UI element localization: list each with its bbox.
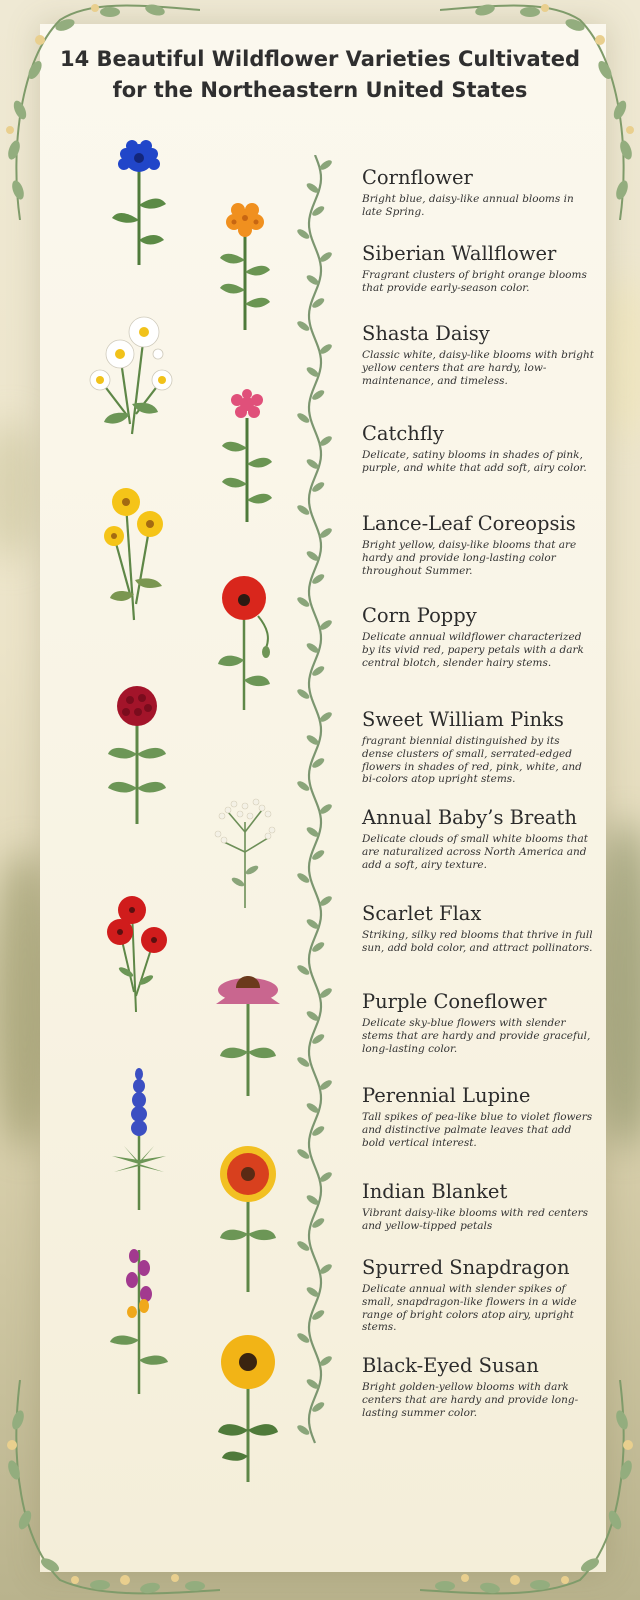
flower-name: Siberian Wallflower <box>362 242 557 265</box>
flower-entry-siberian-wallflower <box>362 242 594 295</box>
flower-name: Black-Eyed Susan <box>362 1354 539 1377</box>
flower-name: Indian Blanket <box>362 1180 508 1203</box>
page-title: 14 Beautiful Wildflower Varieties Cultivated for the Northeastern United States <box>60 47 580 102</box>
indian-blanket-illustration <box>210 1144 286 1296</box>
shasta-daisy-illustration <box>84 314 180 446</box>
flower-name: Purple Coneflower <box>362 990 547 1013</box>
flower-entry-perennial-lupine <box>362 1084 594 1149</box>
scarlet-flax-illustration <box>104 892 176 1016</box>
sweet-william-illustration <box>102 684 172 828</box>
flower-entry-cornflower <box>362 166 594 219</box>
corner-vine-bottom-left <box>0 1380 220 1600</box>
central-vine <box>290 155 340 1445</box>
flower-name: Corn Poppy <box>362 604 477 627</box>
flower-entry-catchfly <box>362 422 594 475</box>
siberian-wallflower-illustration <box>210 200 280 334</box>
babys-breath-illustration <box>210 792 280 912</box>
purple-coneflower-illustration <box>210 968 286 1100</box>
flower-description: Classic white, daisy-like blooms with bright yellow centers that are hardy, low-maintenance, and timeless. <box>362 349 594 387</box>
flower-entry-black-eyed-susan <box>362 1354 594 1419</box>
flower-name: Sweet William Pinks <box>362 708 564 731</box>
flower-name: Scarlet Flax <box>362 902 482 925</box>
spurred-snapdragon-illustration <box>104 1240 174 1396</box>
flower-description: Tall spikes of pea-like blue to violet flowers and distinctive palmate leaves that add bold vertical interest. <box>362 1111 593 1149</box>
flower-entry-sweet-william-pinks <box>362 708 594 786</box>
flower-description: Delicate annual with slender spikes of small, snapdragon-like flowers in a wide range of bright colors atop airy, upright stems. <box>362 1283 577 1334</box>
flower-name: Cornflower <box>362 166 473 189</box>
flower-name: Shasta Daisy <box>362 322 490 345</box>
flower-name: Catchfly <box>362 422 444 445</box>
perennial-lupine-illustration <box>104 1060 174 1212</box>
flower-entry-indian-blanket <box>362 1180 594 1233</box>
flower-entry-shasta-daisy <box>362 322 594 387</box>
background-bokeh <box>0 420 40 560</box>
cornflower-illustration <box>104 140 174 268</box>
flower-entry-spurred-snapdragon <box>362 1256 594 1334</box>
lance-leaf-coreopsis-illustration <box>100 484 176 624</box>
flower-entry-scarlet-flax <box>362 902 594 955</box>
flower-description: Bright yellow, daisy-like blooms that are hardy and provide long-lasting color throughout Summer. <box>362 539 577 577</box>
flower-name: Annual Baby’s Breath <box>362 806 577 829</box>
flower-description: Fragrant clusters of bright orange blooms that provide early-season color. <box>362 269 587 294</box>
flower-description: Delicate annual wildflower characterized by its vivid red, papery petals with a dark central blotch, slender hairy stems. <box>362 631 584 669</box>
black-eyed-susan-illustration <box>210 1334 286 1486</box>
flower-description: Delicate clouds of small white blooms that are naturalized across North America and add a soft, airy texture. <box>362 833 588 871</box>
flower-description: Striking, silky red blooms that thrive in full sun, add bold color, and attract pollinators. <box>362 929 593 954</box>
flower-name: Perennial Lupine <box>362 1084 531 1107</box>
flower-name: Spurred Snapdragon <box>362 1256 570 1279</box>
flower-name: Lance-Leaf Coreopsis <box>362 512 576 535</box>
flower-entry-purple-coneflower <box>362 990 594 1055</box>
corn-poppy-illustration <box>210 576 286 714</box>
flower-description: Vibrant daisy-like blooms with red centers and yellow-tipped petals <box>362 1207 588 1232</box>
catchfly-illustration <box>212 388 282 526</box>
flower-description: Bright blue, daisy-like annual blooms in late Spring. <box>362 193 574 218</box>
flower-description: fragrant biennial distinguished by its dense clusters of small, serrated-edged flowers in shades of red, pink, white, and bi-colors atop upright stems. <box>362 735 582 786</box>
flower-description: Delicate sky-blue flowers with slender stems that are hardy and provide graceful, long-lasting color. <box>362 1017 591 1055</box>
flower-entry-annual-babys-breath <box>362 806 594 871</box>
flower-description: Delicate, satiny blooms in shades of pink, purple, and white that add soft, airy color. <box>362 449 587 474</box>
flower-entry-lance-leaf-coreopsis <box>362 512 594 577</box>
flower-entry-corn-poppy <box>362 604 594 669</box>
flower-description: Bright golden-yellow blooms with dark centers that are hardy and provide long-lasting summer color. <box>362 1381 579 1419</box>
